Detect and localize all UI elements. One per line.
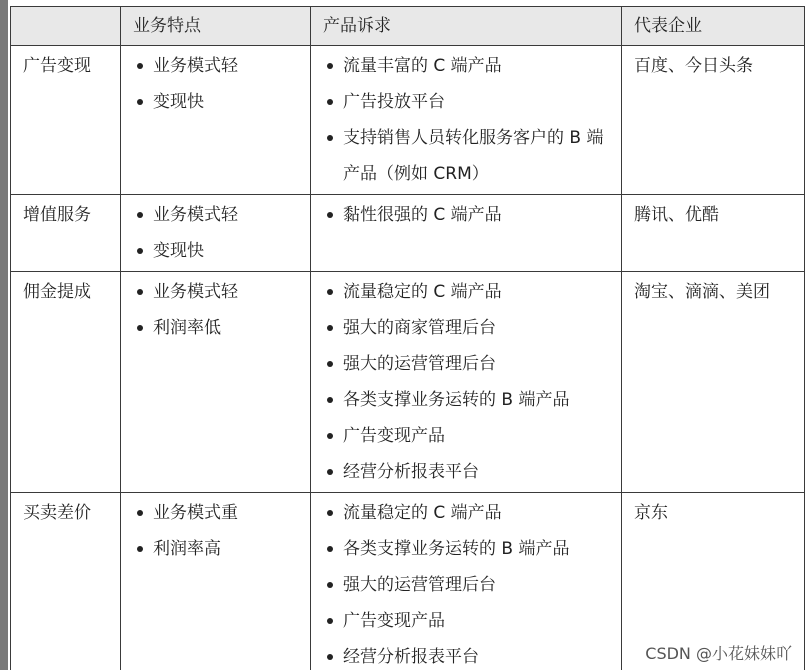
- list-item: 流量丰富的 C 端产品: [323, 48, 609, 84]
- list-item: 支持销售人员转化服务客户的 B 端产品（例如 CRM）: [323, 120, 609, 192]
- traits-list: [133, 48, 298, 120]
- table-row: [11, 195, 805, 272]
- list-item: 变现快: [133, 233, 298, 269]
- list-item: 业务模式轻: [133, 274, 298, 310]
- header-cell-traits: 业务特点: [121, 7, 311, 46]
- list-item: 强大的运营管理后台: [323, 567, 609, 603]
- demands-cell: [311, 493, 622, 670]
- companies-cell: 淘宝、滴滴、美团: [622, 272, 805, 493]
- table-row: [11, 272, 805, 493]
- model-cell: 佣金提成: [11, 272, 121, 493]
- header-cell-model: [11, 7, 121, 46]
- header-row: [11, 7, 805, 46]
- traits-list: [133, 495, 298, 567]
- list-item: 经营分析报表平台: [323, 639, 609, 670]
- companies-cell: 百度、今日头条: [622, 46, 805, 195]
- traits-cell: [121, 195, 311, 272]
- traits-list: [133, 274, 298, 346]
- window-left-edge: [0, 0, 8, 670]
- list-item: 利润率低: [133, 310, 298, 346]
- traits-cell: [121, 46, 311, 195]
- list-item: 广告变现产品: [323, 418, 609, 454]
- list-item: 业务模式轻: [133, 197, 298, 233]
- list-item: 广告投放平台: [323, 84, 609, 120]
- demands-list: [323, 274, 609, 490]
- list-item: 各类支撑业务运转的 B 端产品: [323, 382, 609, 418]
- companies-cell: 京东: [622, 493, 805, 670]
- demands-cell: [311, 195, 622, 272]
- list-item: 各类支撑业务运转的 B 端产品: [323, 531, 609, 567]
- demands-list: [323, 197, 609, 233]
- header-cell-companies: 代表企业: [622, 7, 805, 46]
- list-item: 利润率高: [133, 531, 298, 567]
- list-item: 经营分析报表平台: [323, 454, 609, 490]
- traits-cell: [121, 272, 311, 493]
- traits-cell: [121, 493, 311, 670]
- list-item: 黏性很强的 C 端产品: [323, 197, 609, 233]
- list-item: 广告变现产品: [323, 603, 609, 639]
- model-cell: 买卖差价: [11, 493, 121, 670]
- demands-cell: [311, 46, 622, 195]
- model-cell: 增值服务: [11, 195, 121, 272]
- list-item: 流量稳定的 C 端产品: [323, 274, 609, 310]
- model-cell: 广告变现: [11, 46, 121, 195]
- list-item: 流量稳定的 C 端产品: [323, 495, 609, 531]
- table-row: [11, 46, 805, 195]
- list-item: 强大的运营管理后台: [323, 346, 609, 382]
- traits-list: [133, 197, 298, 269]
- header-cell-demands: 产品诉求: [311, 7, 622, 46]
- demands-cell: [311, 272, 622, 493]
- list-item: 业务模式重: [133, 495, 298, 531]
- list-item: 业务模式轻: [133, 48, 298, 84]
- watermark-text: CSDN @小花妹妹吖: [645, 644, 792, 663]
- list-item: 变现快: [133, 84, 298, 120]
- companies-cell: 腾讯、优酷: [622, 195, 805, 272]
- business-model-table: [10, 6, 805, 670]
- demands-list: [323, 48, 609, 192]
- demands-list: [323, 495, 609, 670]
- list-item: 强大的商家管理后台: [323, 310, 609, 346]
